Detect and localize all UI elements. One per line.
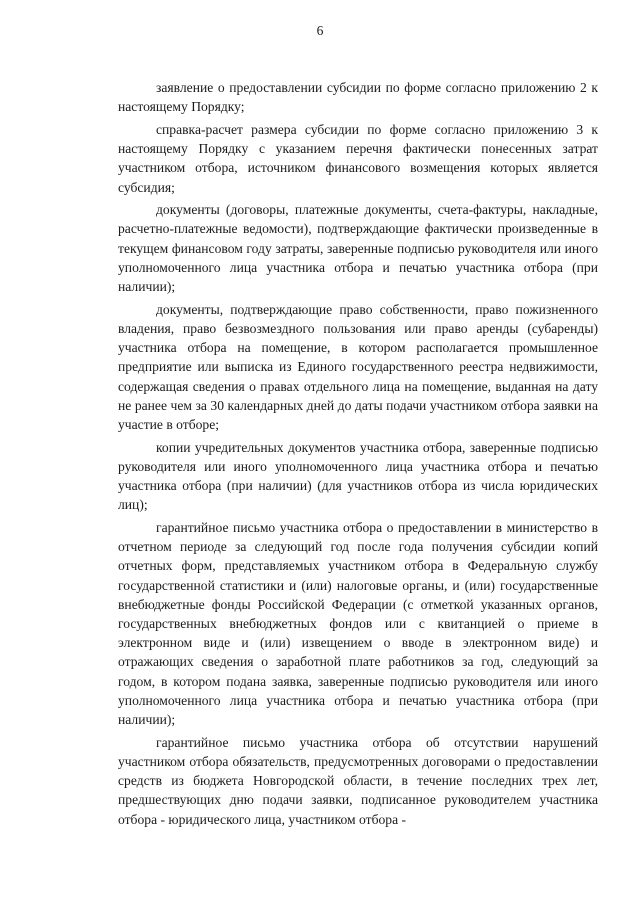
paragraph-property-documents: документы, подтверждающие право собственности, право пожизненного владения, право безвозмездного пользования или право аренды (субаренды) участника отбора на помещение, в котором располагается промышленное предприятие или выписка из Единого государственного реестра недвижимости, содержащая сведения о правах отдельного лица на помещение, выданная на дату не ранее чем за 30 календарных дней до даты подачи участником отбора заявки на участие в отборе; (118, 301, 598, 432)
paragraph-application: заявление о предоставлении субсидии по форме согласно приложению 2 к настоящему Порядку; (118, 80, 598, 115)
paragraph-subsidy-calculation: справка-расчет размера субсидии по форме согласно приложению 3 к настоящему Порядку с указанием перечня фактически понесенных затрат участником отбора, источником финансового возмещения которых является субсидия; (118, 121, 598, 195)
paragraph-cost-documents: документы (договоры, платежные документы, счета-фактуры, накладные, расчетно-платежные ведомости), подтверждающие фактически произведенные в текущем финансовом году затраты, заверенные подписью руководителя или иного уполномоченного лица участника отбора и печатью участника отбора (при наличии); (118, 202, 598, 295)
document-body (118, 78, 598, 832)
paragraph-guarantee-letter-violations: гарантийное письмо участника отбора об отсутствии нарушений участником отбора обязательств, предусмотренных договорами о предоставлении средств из бюджета Новгородской области, в течение последних трех лет, предшествующих дню подачи заявки, подписанное руководителем участника отбора - юридического лица, участником отбора - (118, 734, 598, 827)
paragraph-guarantee-letter-reports: гарантийное письмо участника отбора о предоставлении в министерство в отчетном периоде за следующий год после года получения субсидии копий отчетных форм, представляемых участником отбора в Федеральную службу государственной статистики и (или) налоговые органы, и (или) государственные внебюджетные фонды Российской Федерации (с отметкой указанных органов, государственных внебюджетных фондов или с квитанцией о приеме в электронном виде и (или) извещением о вводе в электронном виде) и отражающих сведения о заработной плате работников за год, следующий за годом, в котором подана заявка, заверенные подписью руководителя или иного уполномоченного лица участника отбора и печатью участника отбора (при наличии); (118, 519, 598, 727)
page-number: 6 (316, 23, 324, 38)
paragraph-founding-documents: копии учредительных документов участника отбора, заверенные подписью руководителя или иного уполномоченного лица участника отбора и печатью участника отбора (при наличии) (для участников отбора из числа юридических лиц); (118, 439, 598, 513)
